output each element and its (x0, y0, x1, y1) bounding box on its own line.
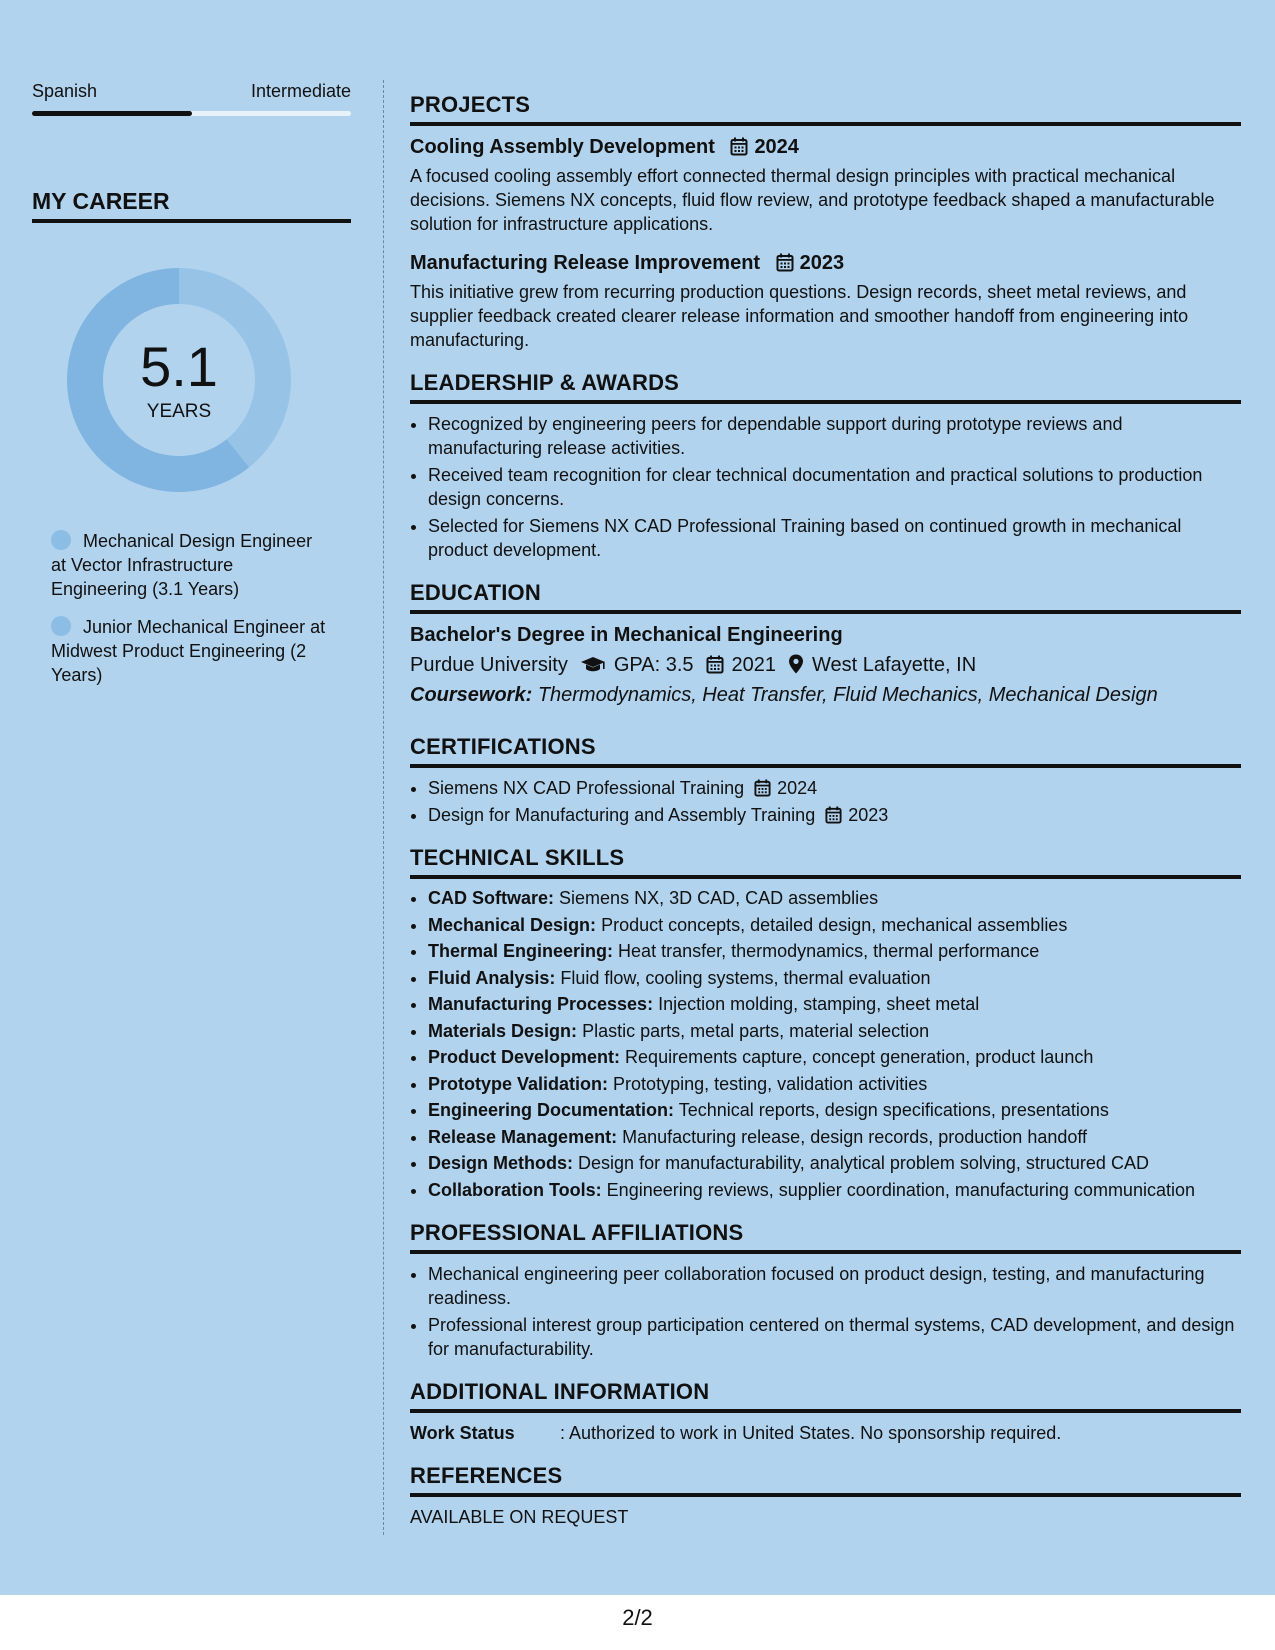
skill-label: Materials Design: (428, 1020, 578, 1041)
language-proficiency-fill (32, 111, 192, 116)
list-item (428, 1073, 1241, 1097)
skill-value: Fluid flow, cooling systems, thermal evaluation (560, 967, 931, 988)
list-item (428, 1020, 1241, 1044)
skill-value: Product concepts, detailed design, mechanical assemblies (601, 914, 1068, 935)
language-row (32, 80, 351, 102)
skill-label: Collaboration Tools: (428, 1179, 602, 1200)
skill-value: Plastic parts, metal parts, material selection (582, 1020, 930, 1041)
additional-heading: ADDITIONAL INFORMATION (410, 1379, 1241, 1413)
certifications-heading: CERTIFICATIONS (410, 734, 1241, 768)
skill-label: Mechanical Design: (428, 914, 597, 935)
list-item: • Professional interest group participation centered on thermal systems, CAD development, and design for manufacturability. (428, 1313, 1241, 1361)
skill-label: Thermal Engineering: (428, 941, 614, 961)
certification-name: Design for Manufacturing and Assembly Training (428, 805, 816, 825)
career-list (51, 529, 351, 687)
skill-label: Engineering Documentation: (428, 1100, 675, 1120)
career-item (51, 529, 331, 601)
school-location: West Lafayette, IN (812, 654, 977, 676)
skills-list (410, 887, 1241, 1202)
list-item (428, 776, 1241, 800)
coursework (410, 680, 1241, 710)
education-section (410, 580, 1241, 710)
references-text: AVAILABLE ON REQUEST (410, 1507, 629, 1527)
skills-section (410, 845, 1241, 1202)
skill-value: Requirements capture, concept generation, product launch (625, 1047, 1094, 1067)
certification-year: 2023 (848, 805, 889, 825)
certification-year: 2024 (777, 778, 818, 798)
list-item (428, 887, 1241, 911)
skill-label: Prototype Validation: (428, 1073, 609, 1094)
work-status-label: Work Status (410, 1423, 515, 1443)
degree-title: Bachelor's Degree in Mechanical Engineering (410, 624, 843, 646)
coursework-list: Thermodynamics, Heat Transfer, Fluid Mechanics, Mechanical Design (537, 684, 1158, 706)
certifications-section (410, 734, 1241, 827)
list-item (428, 940, 1241, 964)
career-total-unit: YEARS (146, 401, 212, 422)
project-description: This initiative grew from recurring production questions. Design records, sheet metal reviews, and supplier feedback created clearer release information and smoother handoff from engineering into manufacturing. (410, 282, 1189, 350)
work-status-row (410, 1421, 1241, 1445)
projects-heading: PROJECTS (410, 92, 1241, 126)
list-item (428, 803, 1241, 827)
calendar-icon (754, 779, 771, 797)
education-heading: EDUCATION (410, 580, 1241, 614)
career-total-years: 5.1 (140, 335, 218, 398)
skill-value: Injection molding, stamping, sheet metal (658, 994, 980, 1014)
language-level: Intermediate (250, 81, 351, 101)
list-item (428, 1179, 1241, 1203)
list-item (428, 993, 1241, 1017)
skill-value: Engineering reviews, supplier coordination, manufacturing communication (606, 1179, 1195, 1200)
skill-value: Heat transfer, thermodynamics, thermal performance (618, 941, 1040, 961)
left-column (32, 80, 351, 701)
project-year: 2024 (754, 136, 799, 158)
project-name: Manufacturing Release Improvement (410, 252, 761, 274)
language-proficiency-bar (32, 111, 351, 116)
graduation-cap-icon (580, 656, 606, 674)
skill-label: Design Methods: (428, 1153, 574, 1173)
list-item (428, 1046, 1241, 1070)
projects-section (410, 92, 1241, 352)
skill-value: Technical reports, design specifications, presentations (678, 1100, 1109, 1120)
graduation-year: 2021 (731, 654, 777, 676)
list-item (428, 967, 1241, 991)
skill-value: Siemens NX, 3D CAD, CAD assemblies (559, 888, 879, 908)
coursework-label: Coursework: (410, 684, 533, 706)
career-item-text: Junior Mechanical Engineer at Midwest Product Engineering (2 Years) (51, 617, 326, 685)
calendar-icon (706, 655, 724, 674)
career-donut (66, 267, 292, 493)
page-number: 2/2 (622, 1605, 653, 1630)
career-dot-icon (51, 616, 71, 636)
skill-label: Product Development: (428, 1047, 621, 1067)
leadership-list (410, 412, 1241, 562)
column-divider (383, 80, 384, 1535)
career-item-text: Mechanical Design Engineer at Vector Infrastructure Engineering (3.1 Years) (51, 531, 313, 599)
additional-section (410, 1379, 1241, 1445)
project-title (410, 134, 1241, 160)
affiliations-section (410, 1220, 1241, 1361)
leadership-heading: LEADERSHIP & AWARDS (410, 370, 1241, 404)
references-section (410, 1463, 1241, 1529)
page-footer (0, 1595, 1275, 1650)
list-item: • Mechanical engineering peer collaboration focused on product design, testing, and manufacturing readiness. (428, 1262, 1241, 1310)
skill-label: Manufacturing Processes: (428, 994, 654, 1014)
career-item (51, 615, 331, 687)
skill-value: Manufacturing release, design records, production handoff (622, 1126, 1088, 1147)
skill-value: Design for manufacturability, analytical problem solving, structured CAD (578, 1153, 1149, 1173)
work-status-value: : Authorized to work in United States. No sponsorship required. (560, 1423, 1062, 1443)
certifications-list (410, 776, 1241, 827)
list-item (428, 914, 1241, 938)
skill-label: CAD Software: (428, 888, 555, 908)
list-item: • Selected for Siemens NX CAD Professional Training based on continued growth in mechanical product development. (428, 514, 1241, 562)
right-column (410, 92, 1241, 1547)
project-name: Cooling Assembly Development (410, 136, 715, 158)
list-item (428, 1152, 1241, 1176)
location-pin-icon (788, 654, 804, 674)
career-dot-icon (51, 530, 71, 550)
affiliations-heading: PROFESSIONAL AFFILIATIONS (410, 1220, 1241, 1254)
skills-heading: TECHNICAL SKILLS (410, 845, 1241, 879)
education-details (410, 650, 1241, 680)
project-title (410, 250, 1241, 276)
project-year: 2023 (799, 252, 845, 274)
skill-label: Release Management: (428, 1126, 618, 1147)
project-description: A focused cooling assembly effort connected thermal design principles with practical mechanical decisions. Siemens NX concepts, fluid flow review, and prototype feedback shaped a manufacturable solution for infrastructure applications. (410, 166, 1215, 234)
gpa: GPA: 3.5 (613, 654, 694, 676)
certification-name: Siemens NX CAD Professional Training (428, 778, 745, 798)
list-item (428, 1126, 1241, 1150)
affiliations-list (410, 1262, 1241, 1361)
calendar-icon (730, 137, 748, 156)
list-item (428, 1099, 1241, 1123)
skill-value: Prototyping, testing, validation activities (613, 1073, 928, 1094)
career-heading: MY CAREER (32, 188, 351, 223)
calendar-icon (825, 806, 842, 824)
school-name: Purdue University (410, 654, 568, 676)
list-item: • Received team recognition for clear technical documentation and practical solutions to production design concerns. (428, 463, 1241, 511)
references-heading: REFERENCES (410, 1463, 1241, 1497)
calendar-icon (776, 253, 794, 272)
leadership-section (410, 370, 1241, 562)
language-name: Spanish (32, 81, 98, 101)
skill-label: Fluid Analysis: (428, 967, 556, 988)
list-item: • Recognized by engineering peers for dependable support during prototype reviews and manufacturing release activities. (428, 412, 1241, 460)
